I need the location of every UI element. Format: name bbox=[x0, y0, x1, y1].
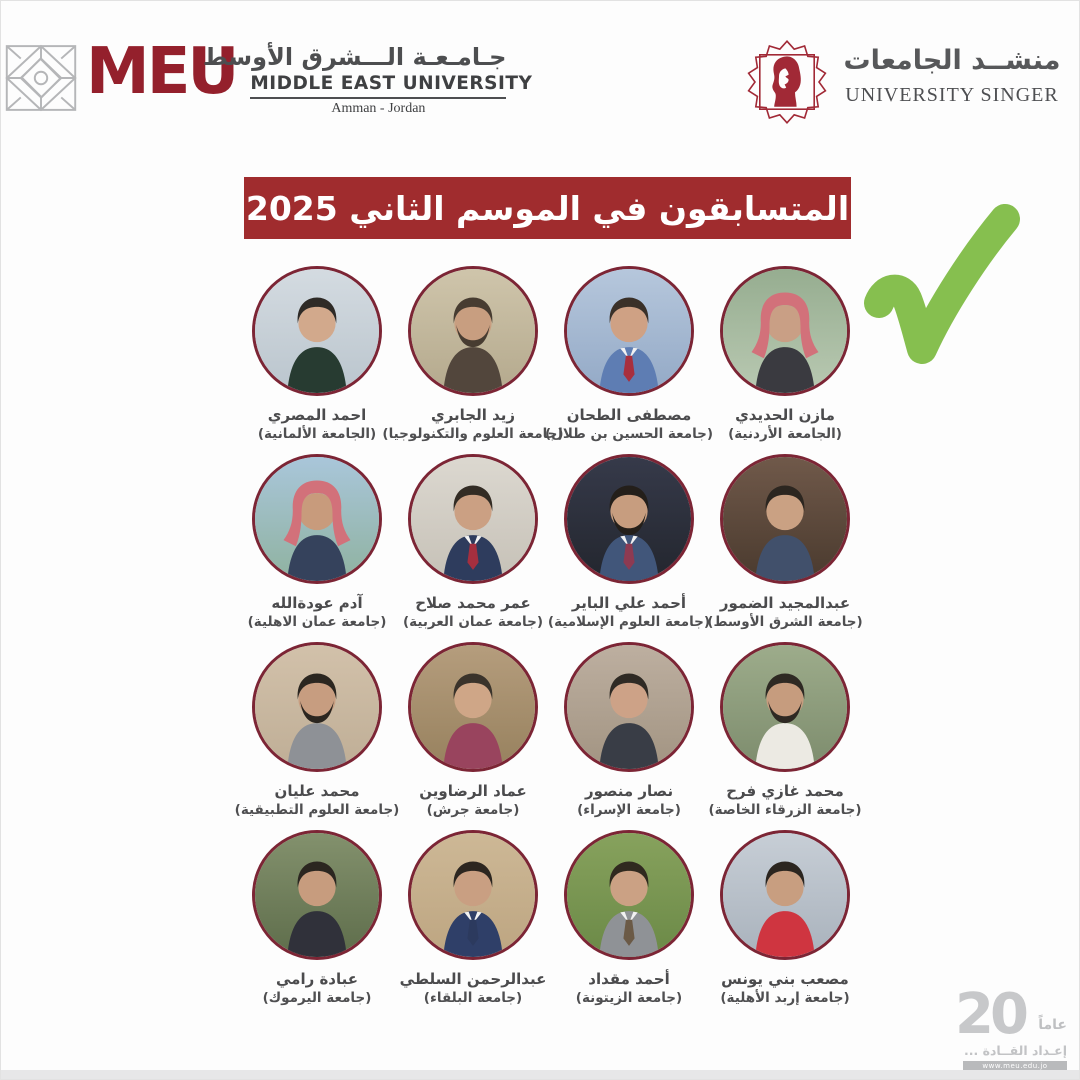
contestant-card bbox=[707, 266, 863, 454]
contestant-name: مازن الحديدي bbox=[735, 406, 835, 424]
contestant-card bbox=[395, 642, 551, 830]
contestant-university: (جامعة البلقاء) bbox=[423, 990, 523, 1007]
meu-acronym: MEU bbox=[86, 35, 237, 109]
contestant-university: (جامعة الزرقاء الخاصة) bbox=[708, 802, 862, 819]
contestant-name: أحمد مقداد bbox=[588, 970, 670, 988]
contestant-avatar-icon bbox=[723, 457, 847, 581]
contestant-university: (جامعة العلوم والتكنولوجيا) bbox=[382, 426, 564, 443]
university-singer-emblem-icon bbox=[747, 39, 827, 125]
anniversary-years-word: عاماً bbox=[1038, 1017, 1067, 1033]
contestant-card bbox=[239, 266, 395, 454]
contestant-avatar-icon bbox=[411, 833, 535, 957]
anniversary-slogan: إعـداد القــادة ... bbox=[964, 1043, 1067, 1058]
bottom-border-strip bbox=[1, 1070, 1079, 1079]
contestant-photo bbox=[408, 830, 538, 960]
singer-name-arabic: منشــد الجامعات bbox=[843, 45, 1061, 76]
contestant-university: (جامعة اليرموك) bbox=[262, 990, 372, 1007]
contestant-name: مصطفى الطحان bbox=[566, 406, 692, 424]
contestant-name: احمد المصري bbox=[267, 406, 367, 424]
website-ribbon: www.meu.edu.jo bbox=[963, 1061, 1067, 1072]
contestant-photo bbox=[252, 454, 382, 584]
contestant-name: محمد غازي فرح bbox=[726, 782, 844, 800]
contestant-name: آدم عودةالله bbox=[271, 594, 363, 612]
contestant-card bbox=[234, 642, 400, 830]
contestant-avatar-icon bbox=[567, 833, 691, 957]
contestant-photo bbox=[252, 830, 382, 960]
contestant-photo bbox=[408, 642, 538, 772]
contestant-university: (جامعة الشرق الأوسط) bbox=[707, 614, 863, 631]
contestant-university: (الجامعة الأردنية) bbox=[728, 426, 842, 443]
contestant-name: نصار منصور bbox=[584, 782, 674, 800]
anniversary-logo bbox=[953, 982, 1067, 1070]
contestant-card bbox=[707, 830, 863, 1018]
contestant-university: (جامعة العلوم التطبيقية) bbox=[234, 802, 400, 819]
contestant-name: عبدالرحمن السلطي bbox=[399, 970, 547, 988]
contestant-photo bbox=[252, 642, 382, 772]
contestant-card bbox=[239, 454, 395, 642]
meu-name-english: MIDDLE EAST UNIVERSITY bbox=[250, 73, 533, 94]
contestant-avatar-icon bbox=[411, 457, 535, 581]
geometric-pattern-icon bbox=[3, 43, 79, 113]
contestant-university: (جامعة الزيتونة) bbox=[575, 990, 683, 1007]
contestant-name: محمد عليان bbox=[274, 782, 360, 800]
green-checkmark-icon bbox=[859, 201, 1021, 376]
contestant-card bbox=[707, 642, 863, 830]
contestant-name: عبدالمجيد الضمور bbox=[719, 594, 851, 612]
contestant-avatar-icon bbox=[723, 645, 847, 769]
contestant-card bbox=[239, 830, 395, 1018]
contestant-avatar-icon bbox=[255, 833, 379, 957]
contestant-name: عبادة رامي bbox=[275, 970, 359, 988]
contestant-university: (جامعة العلوم الإسلامية) bbox=[547, 614, 711, 631]
contestant-university: (جامعة الإسراء) bbox=[577, 802, 681, 819]
contestant-avatar-icon bbox=[411, 645, 535, 769]
meu-name-arabic: جـامـعـة الـــشرق الأوسط bbox=[202, 43, 507, 71]
contestant-card bbox=[547, 454, 711, 642]
contestant-avatar-icon bbox=[567, 457, 691, 581]
meu-divider bbox=[250, 97, 506, 99]
contestant-card bbox=[551, 642, 707, 830]
anniversary-number: 20 bbox=[955, 982, 1025, 1047]
contestant-photo bbox=[564, 266, 694, 396]
contestant-name: عماد الرضاوين bbox=[419, 782, 527, 800]
contestant-photo bbox=[408, 266, 538, 396]
contestant-photo bbox=[720, 830, 850, 960]
contestant-university: (جامعة عمان الاهلية) bbox=[247, 614, 387, 631]
contestant-card bbox=[551, 830, 707, 1018]
contestant-avatar-icon bbox=[723, 833, 847, 957]
contestant-photo bbox=[564, 454, 694, 584]
meu-location: Amman - Jordan bbox=[331, 101, 426, 116]
meu-logo bbox=[86, 35, 533, 117]
contestant-avatar-icon bbox=[255, 645, 379, 769]
contestant-avatar-icon bbox=[411, 269, 535, 393]
contestant-university: (جامعة الحسين بن طلال) bbox=[544, 426, 714, 443]
contestant-name: عمر محمد صلاح bbox=[415, 594, 531, 612]
contestant-card bbox=[544, 266, 714, 454]
contestant-photo bbox=[252, 266, 382, 396]
contestants-grid bbox=[234, 266, 863, 1018]
contestant-card bbox=[382, 266, 564, 454]
contestant-photo bbox=[408, 454, 538, 584]
contestant-photo bbox=[564, 642, 694, 772]
contestant-avatar-icon bbox=[567, 269, 691, 393]
contestant-photo bbox=[720, 642, 850, 772]
contestant-university: (الجامعة الألمانية) bbox=[257, 426, 377, 443]
contestant-university: (جامعة جرش) bbox=[426, 802, 520, 819]
contestant-university: (جامعة عمان العربية) bbox=[402, 614, 544, 631]
contestant-name: أحمد علي الباير bbox=[571, 594, 687, 612]
season-title-banner: المتسابقون في الموسم الثاني 2025 bbox=[244, 177, 851, 239]
contestant-avatar-icon bbox=[723, 269, 847, 393]
contestant-card bbox=[395, 830, 551, 1018]
contestant-avatar-icon bbox=[255, 457, 379, 581]
contestant-photo bbox=[564, 830, 694, 960]
contestant-photo bbox=[720, 266, 850, 396]
university-singer-wordmark bbox=[841, 45, 1063, 107]
singer-name-english: UNIVERSITY SINGER bbox=[845, 84, 1059, 106]
contestant-photo bbox=[720, 454, 850, 584]
contestant-university: (جامعة إربد الأهلية) bbox=[720, 990, 850, 1007]
contestant-name: زيد الجابري bbox=[430, 406, 516, 424]
contestant-avatar-icon bbox=[567, 645, 691, 769]
contestant-avatar-icon bbox=[255, 269, 379, 393]
contestant-card bbox=[707, 454, 863, 642]
contestant-name: مصعب بني يونس bbox=[721, 970, 849, 988]
contestant-card bbox=[395, 454, 551, 642]
